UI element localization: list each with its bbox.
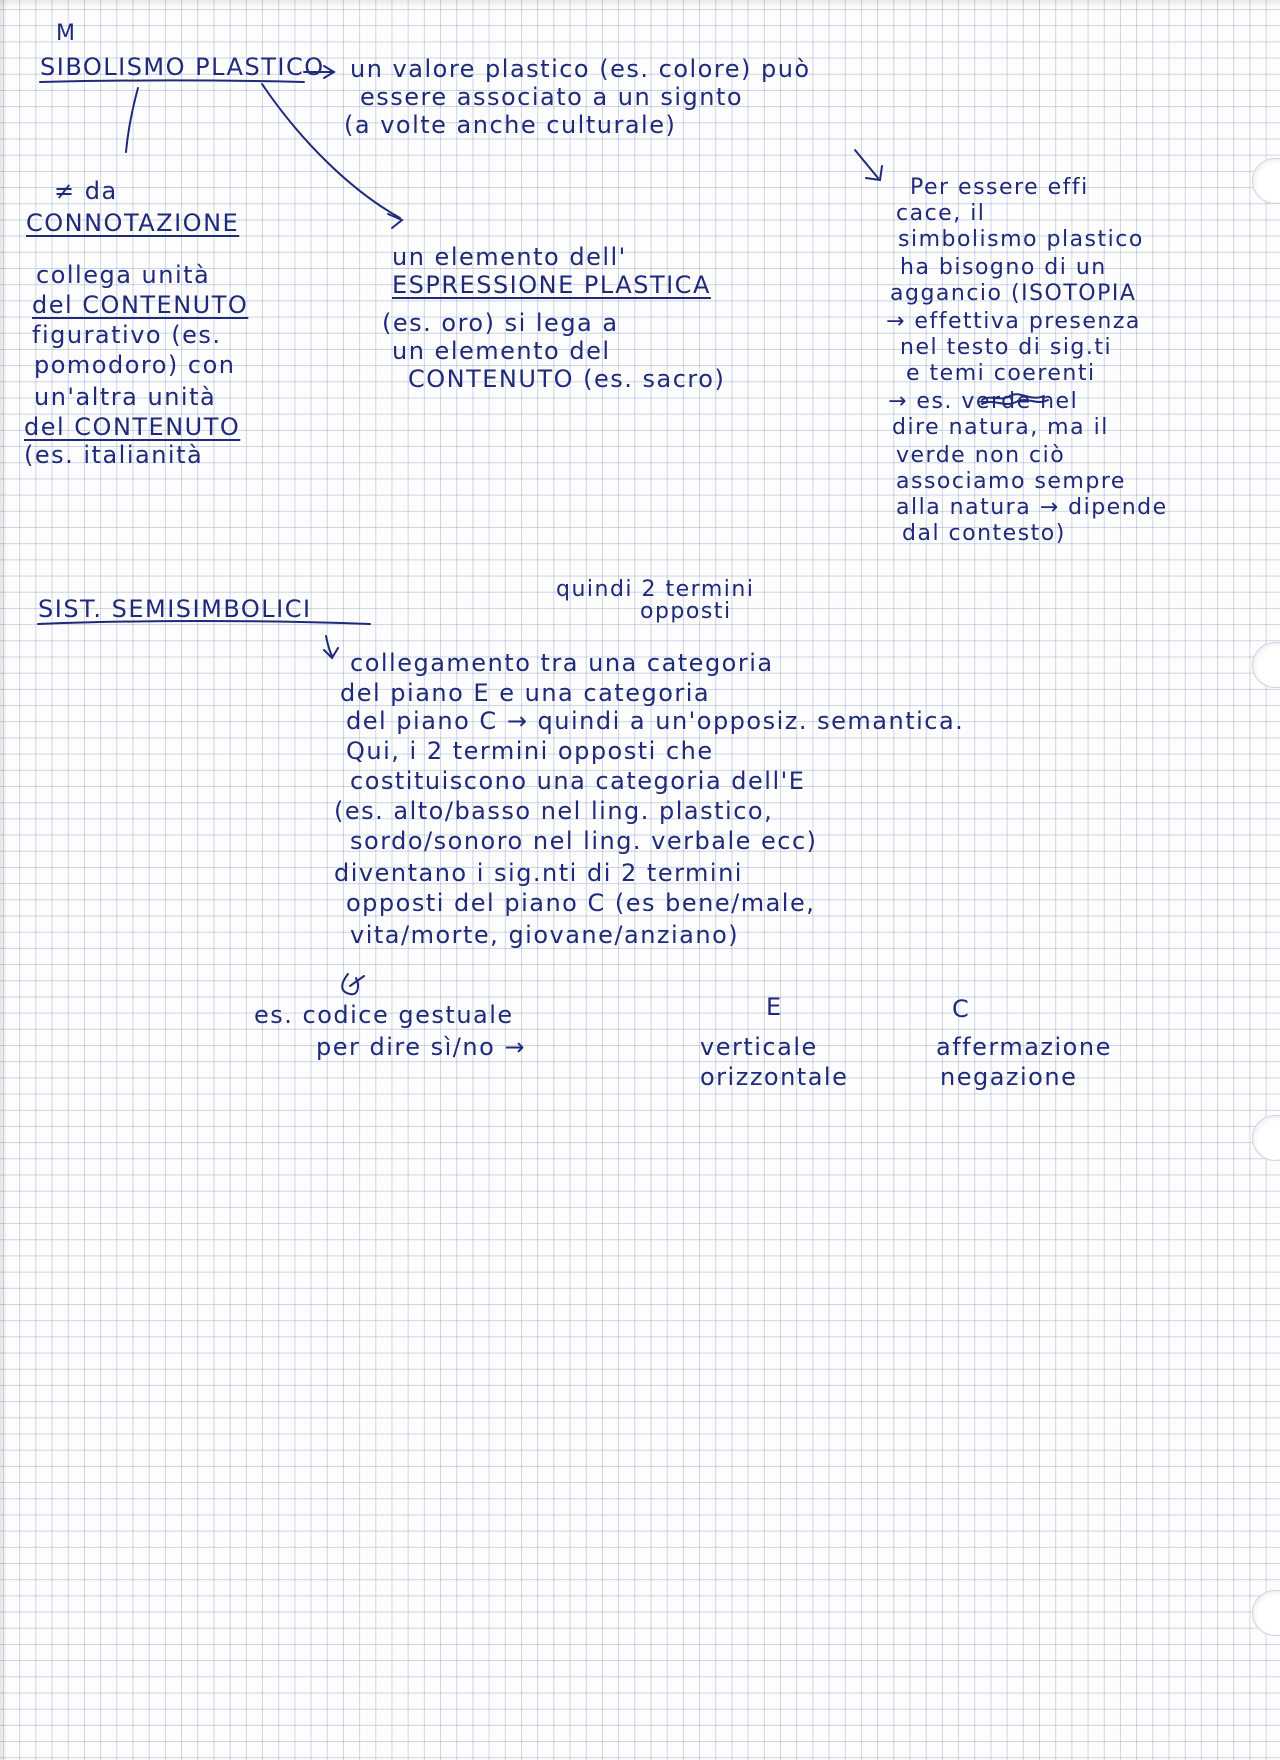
column-c-value: negazione	[940, 1063, 1078, 1091]
middle-note-line: un elemento del	[392, 337, 611, 365]
right-note-line: verde non ciò	[896, 443, 1066, 468]
margin-mark: M	[56, 21, 77, 46]
semi-line: costituiscono una categoria dell'E	[350, 767, 806, 795]
right-note-line: ha bisogno di un	[900, 255, 1107, 280]
example-intro: es. codice gestuale	[254, 1001, 514, 1029]
example-intro: per dire sì/no →	[316, 1033, 527, 1061]
column-e-header: E	[766, 993, 783, 1021]
semi-line: opposti del piano C (es bene/male,	[346, 889, 816, 917]
definition-line: essere associato a un signto	[360, 83, 744, 111]
right-note-line: e temi coerenti	[906, 361, 1096, 386]
heading-sist-semisimbolici: SIST. SEMISIMBOLICI	[38, 595, 312, 623]
right-note-line: simbolismo plastico	[898, 227, 1144, 252]
aside-note: quindi 2 termini	[556, 577, 755, 602]
semi-line: del piano E e una categoria	[340, 679, 711, 707]
left-note-line: del CONTENUTO	[24, 413, 241, 441]
right-note-line: Per essere effi	[910, 175, 1089, 200]
semi-line: Qui, i 2 termini opposti che	[346, 737, 714, 765]
semi-line: collegamento tra una categoria	[350, 649, 774, 677]
definition-line: (a volte anche culturale)	[344, 111, 677, 139]
right-note-line: dire natura, ma il	[892, 415, 1109, 440]
middle-note-line: ESPRESSIONE PLASTICA	[392, 271, 711, 299]
column-e-value: orizzontale	[700, 1063, 849, 1091]
column-c-header: C	[952, 995, 971, 1023]
column-c-value: affermazione	[936, 1033, 1112, 1061]
connotazione-term: CONNOTAZIONE	[26, 209, 240, 237]
right-note-line: cace, il	[896, 201, 986, 226]
right-note-line: → es. verde nel	[888, 389, 1079, 414]
heading-simbolismo-plastico: SIBOLISMO PLASTICO	[40, 53, 325, 81]
semi-line: diventano i sig.nti di 2 termini	[334, 859, 743, 887]
semi-line: del piano C → quindi a un'opposiz. semantica.	[346, 707, 965, 735]
semi-line: (es. alto/basso nel ling. plastico,	[334, 797, 774, 825]
right-note-line: aggancio (ISOTOPIA	[890, 281, 1137, 306]
middle-note-line: CONTENUTO (es. sacro)	[408, 365, 726, 393]
left-note-line: un'altra unità	[34, 383, 217, 411]
semi-line: sordo/sonoro nel ling. verbale ecc)	[350, 827, 818, 855]
left-note-line: collega unità	[36, 261, 211, 289]
right-note-line: alla natura → dipende	[896, 495, 1168, 520]
not-equal-prefix: ≠ da	[54, 177, 118, 205]
definition-line: un valore plastico (es. colore) può	[350, 55, 811, 83]
left-note-line: pomodoro) con	[34, 351, 236, 379]
middle-note-line: un elemento dell'	[392, 243, 627, 271]
right-note-line: associamo sempre	[896, 469, 1126, 494]
aside-note: opposti	[640, 599, 732, 624]
left-note-line: figurativo (es.	[32, 321, 222, 349]
right-note-line: nel testo di sig.ti	[900, 335, 1113, 360]
semi-line: vita/morte, giovane/anziano)	[350, 921, 740, 949]
right-note-line: dal contesto)	[902, 521, 1066, 546]
left-note-line: (es. italianità	[24, 441, 204, 469]
middle-note-line: (es. oro) si lega a	[382, 309, 619, 337]
left-note-line: del CONTENUTO	[32, 291, 249, 319]
right-note-line: → effettiva presenza	[886, 309, 1141, 334]
column-e-value: verticale	[700, 1033, 818, 1061]
